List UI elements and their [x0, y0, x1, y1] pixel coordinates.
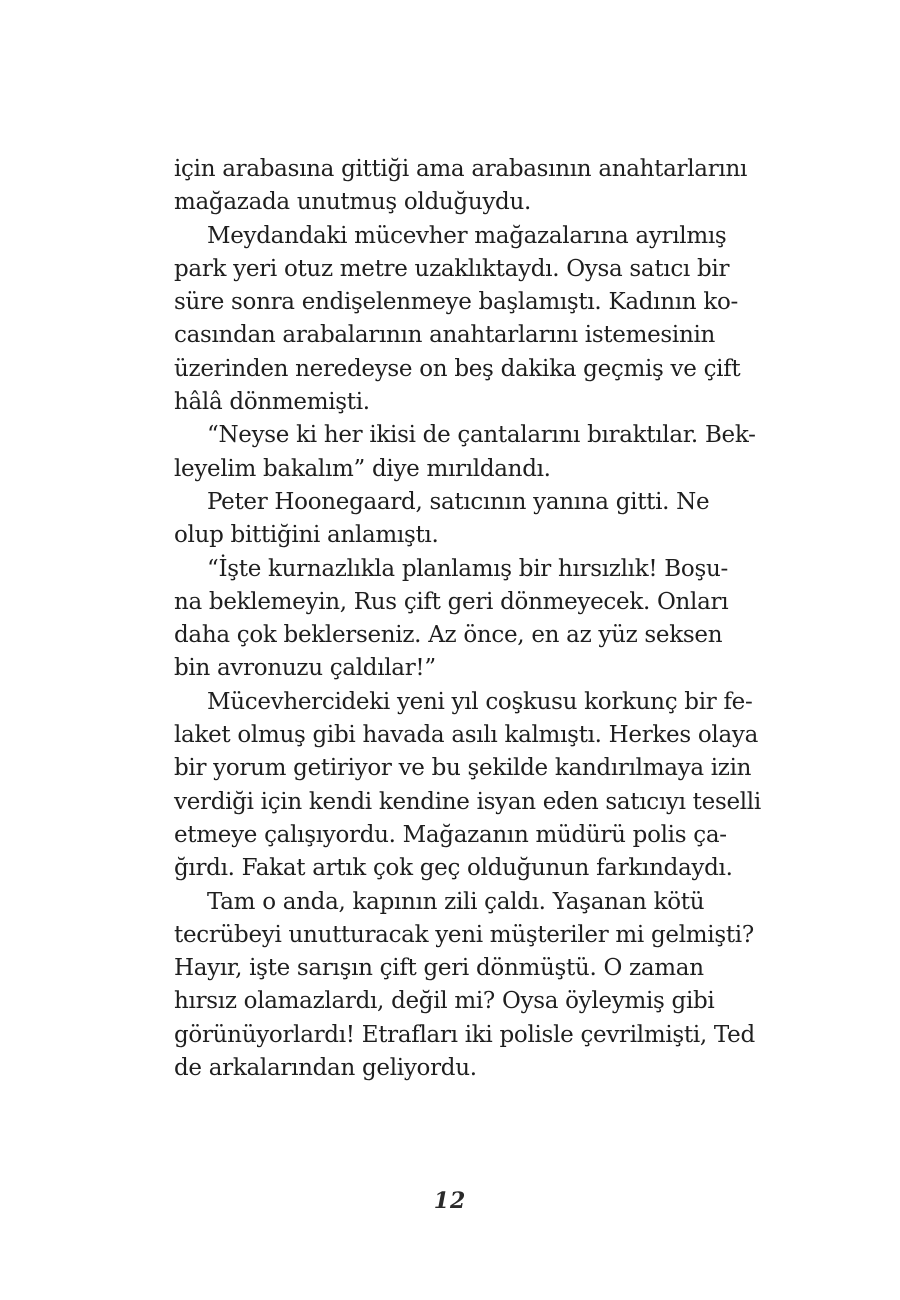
text-line: verdiği için kendi kendine isyan eden satıcıyı teselli: [174, 788, 761, 815]
paragraph: [174, 486, 710, 553]
page-number: 12: [433, 1188, 467, 1214]
text-line: Tam o anda, kapının zili çaldı. Yaşanan kötü: [207, 888, 705, 915]
text-line: Peter Hoonegaard, satıcının yanına gitti. Ne: [207, 488, 710, 515]
text-line: de arkalarından geliyordu.: [174, 1055, 477, 1082]
text-line: “Neyse ki her ikisi de çantalarını bıraktılar. Bek-: [207, 422, 756, 449]
paragraph: [174, 553, 729, 686]
text-line: olup bittiğini anlamıştı.: [174, 522, 439, 549]
text-line: bin avronuzu çaldılar!”: [174, 655, 436, 682]
text-line: mağazada unutmuş olduğuydu.: [174, 189, 531, 216]
text-line: laket olmuş gibi havada asılı kalmıştı. Herkes olaya: [174, 722, 758, 749]
text-line: park yeri otuz metre uzaklıktaydı. Oysa satıcı bir: [174, 255, 730, 282]
text-line: Mücevhercideki yeni yıl coşkusu korkunç bir fe-: [207, 688, 753, 715]
text-line: Hayır, işte sarışın çift geri dönmüştü. O zaman: [174, 955, 704, 982]
text-line: na beklemeyin, Rus çift geri dönmeyecek. Onları: [174, 588, 729, 615]
paragraph: [174, 220, 741, 420]
paragraph: [174, 419, 756, 486]
paragraph: [174, 686, 761, 886]
text-line: etmeye çalışıyordu. Mağazanın müdürü polis ça-: [174, 821, 727, 848]
text-line: bir yorum getiriyor ve bu şekilde kandırılmaya izin: [174, 755, 752, 782]
text-line: tecrübeyi unutturacak yeni müşteriler mi gelmişti?: [174, 921, 754, 948]
text-line: için arabasına gittiği ama arabasının anahtarlarını: [174, 156, 748, 182]
text-line: daha çok beklerseniz. Az önce, en az yüz seksen: [174, 622, 723, 649]
text-line: leyelim bakalım” diye mırıldandı.: [174, 455, 551, 482]
text-line: “İşte kurnazlıkla planlamış bir hırsızlık! Boşu-: [207, 555, 728, 582]
text-line: ğırdı. Fakat artık çok geç olduğunun farkındaydı.: [174, 855, 733, 882]
text-line: hâlâ dönmemişti.: [174, 389, 370, 416]
text-line: casından arabalarının anahtarlarını istemesinin: [174, 322, 716, 349]
paragraph: [174, 153, 748, 220]
text-line: hırsız olamazlardı, değil mi? Oysa öyleymiş gibi: [174, 988, 715, 1015]
text-line: görünüyorlardı! Etrafları iki polisle çevrilmişti, Ted: [174, 1021, 755, 1048]
text-line: üzerinden neredeyse on beş dakika geçmiş ve çift: [174, 355, 741, 382]
paragraph: [174, 886, 755, 1086]
text-line: süre sonra endişelenmeye başlamıştı. Kadının ko-: [174, 289, 738, 316]
body-text: [174, 153, 761, 1085]
text-line: Meydandaki mücevher mağazalarına ayrılmış: [207, 222, 727, 249]
